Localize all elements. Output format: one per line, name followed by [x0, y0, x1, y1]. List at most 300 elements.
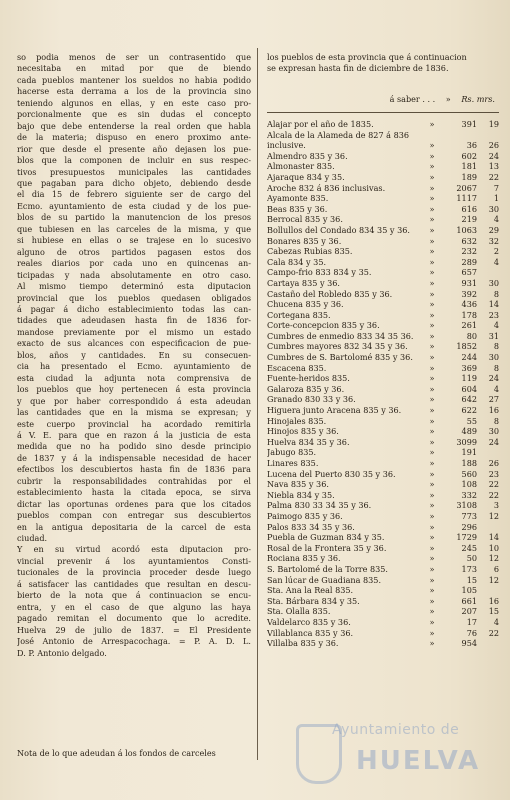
row-rs: 296 — [461, 521, 477, 532]
row-mrs: 23 — [488, 309, 499, 320]
row-mrs: 26 — [488, 458, 499, 468]
text-line: esta ciudad la adjunta nota comprensiva de — [17, 372, 251, 383]
row-rs: 188 — [461, 458, 477, 468]
row-rs: 661 — [461, 595, 477, 606]
table-row — [267, 299, 499, 310]
row-mrs: 6 — [493, 563, 499, 574]
row-rs: 189 — [461, 171, 477, 182]
row-name: San lúcar de Guadiana 835. — [267, 574, 382, 585]
text-line: reales diarios por cada uno en quincenas an- — [17, 258, 251, 269]
row-rs: 332 — [461, 489, 477, 500]
left-column-footer: Nota de lo que adeudan á los fondos de carceles — [17, 748, 216, 758]
row-name: Puebla de Guzman 834 y 35. — [267, 532, 385, 543]
row-rs: 207 — [461, 606, 477, 617]
row-rs: 436 — [461, 299, 477, 310]
row-q: » — [429, 299, 435, 310]
text-line: so podia menos de ser un contrasentido que — [17, 52, 251, 62]
row-name: Valdelarco 835 y 36. — [267, 616, 351, 627]
row-name: Campo-frio 833 834 y 35. — [267, 267, 372, 278]
row-q: » — [429, 489, 435, 500]
row-rs: 622 — [461, 405, 477, 416]
row-mrs: 12 — [488, 574, 499, 585]
text-line: el dia 15 de febrero siguiente ser de cargo del — [17, 189, 251, 200]
column-divider — [257, 48, 258, 760]
text-line: Huelva 29 de julio de 1837. = El Presidente — [17, 624, 251, 635]
table-row — [267, 469, 499, 480]
row-rs: 642 — [461, 394, 477, 405]
row-rs: 50 — [466, 553, 477, 564]
row-name: Cumbres de S. Bartolomé 835 y 36. — [267, 352, 413, 363]
saber-label: á saber . . . — [389, 94, 436, 104]
row-name: Sta. Olalla 835. — [267, 606, 331, 617]
text-line: establecimiento hasta la citada epoca, se sirva — [17, 487, 251, 498]
row-name: Bollullos del Condado 834 35 y 36. — [267, 224, 410, 235]
row-q: » — [429, 330, 435, 341]
row-name: Cartaya 835 y 36. — [267, 277, 340, 288]
row-q: » — [429, 510, 435, 521]
row-q: » — [429, 288, 435, 299]
row-mrs: 15 — [488, 606, 499, 617]
row-name: Fuente-heridos 835. — [267, 373, 350, 384]
text-line: José Antonio de Arrespacochaga. = P. A. D. L. — [17, 636, 251, 647]
row-name: Niebla 834 y 35. — [267, 489, 335, 500]
row-rs: 632 — [461, 235, 477, 246]
row-name: Granado 830 33 y 36. — [267, 394, 356, 405]
row-rs: 261 — [461, 320, 477, 331]
currency-header: Rs. mrs. — [461, 94, 495, 104]
row-rs: 108 — [461, 479, 477, 490]
row-name: Palos 833 34 35 y 36. — [267, 521, 355, 532]
text-line: de 1837 y á la indispensable necesidad de hacer — [17, 452, 251, 463]
table-row — [267, 236, 499, 247]
row-mrs: 29 — [488, 224, 499, 235]
text-line: Y en su virtud acordó esta diputacion pro- — [17, 544, 251, 555]
row-rs: 55 — [466, 415, 477, 426]
row-q: » — [429, 214, 435, 225]
table-row — [267, 151, 499, 162]
text-line: tidades que adeudasen hasta fin de 1836 for- — [17, 315, 251, 326]
row-name: Bonares 835 y 36. — [267, 235, 342, 246]
row-rs: 1852 — [456, 341, 477, 352]
row-q: » — [429, 373, 435, 384]
row-rs: 191 — [461, 447, 477, 458]
table-row — [267, 416, 499, 427]
row-name: Cabezas Rubias 835. — [267, 246, 353, 257]
row-mrs: 26 — [488, 140, 499, 151]
text-line: ciudad. — [17, 533, 48, 544]
row-rs: 80 — [466, 330, 477, 341]
text-line: pagado remitan el documento que lo acredite. — [17, 613, 251, 624]
table-row — [267, 161, 499, 172]
left-column-text — [17, 52, 251, 659]
table-row — [267, 479, 499, 490]
table-row — [267, 341, 499, 352]
row-name: Lucena del Puerto 830 35 y 36. — [267, 468, 396, 479]
row-mrs: 22 — [488, 627, 499, 638]
table-row — [267, 532, 499, 543]
table-row — [267, 373, 499, 384]
table-row — [267, 204, 499, 215]
text-line: efectibos los descubiertos hasta fin de 1836 para — [17, 464, 251, 475]
table-row — [267, 183, 499, 194]
table-row — [267, 405, 499, 416]
row-rs: 178 — [461, 309, 477, 320]
row-mrs: 22 — [488, 489, 499, 500]
table-row — [267, 130, 499, 151]
watermark-line-2: HUELVA — [356, 746, 481, 776]
text-line: alguno de otros partidos pagasen estos dos — [17, 246, 251, 257]
text-line: teniendo algunos en ellas, y en este caso pro- — [17, 97, 251, 108]
row-mrs: 24 — [488, 150, 499, 161]
row-q: » — [429, 267, 435, 278]
row-name: Sta. Ana la Real 835. — [267, 585, 354, 596]
row-rs: 76 — [466, 627, 477, 638]
text-line: este cuerpo provincial ha acordado remitirla — [17, 418, 251, 429]
table-row — [267, 331, 499, 342]
text-line: blos que la componen de incluir en sus respec- — [17, 155, 251, 166]
text-line: cia ha presentado el Ecmo. ayuntamiento de — [17, 361, 251, 372]
row-rs: 1729 — [456, 532, 477, 543]
row-q: » — [429, 606, 435, 617]
row-rs: 2067 — [456, 182, 477, 193]
row-name: Galaroza 835 y 36. — [267, 383, 345, 394]
row-rs: 773 — [461, 510, 477, 521]
row-mrs: 8 — [493, 288, 499, 299]
row-mrs: 12 — [488, 553, 499, 564]
row-mrs: 13 — [488, 161, 499, 172]
row-q: » — [429, 150, 435, 161]
table-row — [267, 352, 499, 363]
row-mrs: 19 — [488, 119, 499, 129]
row-rs: 391 — [461, 119, 477, 129]
row-q: » — [429, 119, 435, 129]
text-line: rior que desde el presente año dejasen los pue- — [17, 143, 251, 154]
table-row — [267, 119, 499, 130]
table-row — [267, 606, 499, 617]
text-line: porcionalmente que es sin dudas el concepto — [17, 109, 251, 120]
row-rs: 1117 — [456, 193, 477, 204]
text-line: hacerse esta derrama a los de la provincia sino — [17, 86, 251, 97]
row-name: Cala 834 y 35. — [267, 256, 327, 267]
row-q: » — [429, 595, 435, 606]
row-mrs: 30 — [488, 277, 499, 288]
watermark-line-1: Ayuntamiento de — [332, 722, 460, 738]
row-rs: 105 — [461, 585, 477, 596]
row-rs: 604 — [461, 383, 477, 394]
row-rs: 931 — [461, 277, 477, 288]
row-name: Castaño del Robledo 835 y 36. — [267, 288, 393, 299]
row-q: » — [429, 140, 435, 151]
row-name: Chucena 835 y 36. — [267, 299, 344, 310]
row-name: Rociana 835 y 36. — [267, 553, 341, 564]
row-q: » — [429, 553, 435, 564]
text-line: á V. E. para que en razon á la justicia de esta — [17, 429, 251, 440]
row-q: » — [429, 585, 435, 596]
row-mrs: 4 — [493, 320, 499, 331]
row-rs: 369 — [461, 362, 477, 373]
row-name: Corte-concepcion 835 y 36. — [267, 320, 380, 331]
row-q: » — [429, 638, 435, 649]
text-line: Al mismo tiempo determinó esta diputacion — [17, 281, 251, 292]
row-name: Hinojales 835. — [267, 415, 327, 426]
row-rs: 602 — [461, 150, 477, 161]
row-rs: 289 — [461, 256, 477, 267]
row-q: » — [429, 341, 435, 352]
table-row — [267, 278, 499, 289]
row-name: Alajar por el año de 1835. — [267, 119, 374, 129]
row-mrs: 4 — [493, 214, 499, 225]
row-q: » — [429, 224, 435, 235]
row-mrs: 32 — [488, 235, 499, 246]
table-row — [267, 225, 499, 236]
row-name: Hinojos 835 y 36. — [267, 426, 339, 437]
row-name: Berrocal 835 y 36. — [267, 214, 343, 225]
row-name: Alcala de la Alameda de 827 á 836 inclusive. — [267, 129, 410, 151]
text-line: bierto de la nota que á continuacion se encu- — [17, 590, 251, 601]
table-row — [267, 320, 499, 331]
text-line: cada pueblos mantener los sueldos no habia podido — [17, 74, 251, 85]
row-rs: 954 — [461, 638, 477, 649]
text-line: blos de su partido la manutencion de los presos — [17, 212, 251, 223]
text-line: que pagaban para dicho objeto, debiendo desde — [17, 177, 251, 188]
row-q: » — [429, 532, 435, 543]
row-mrs: 30 — [488, 203, 499, 214]
row-name: Cortegana 835. — [267, 309, 331, 320]
row-q: » — [429, 500, 435, 511]
row-name: Palma 830 33 34 35 y 36. — [267, 500, 372, 511]
row-rs: 219 — [461, 214, 477, 225]
table-row — [267, 447, 499, 458]
row-q: » — [429, 383, 435, 394]
right-header-line-2: se expresan hasta fin de diciembre de 1836. — [267, 63, 449, 73]
row-mrs: 30 — [488, 426, 499, 437]
row-rs: 36 — [466, 140, 477, 151]
debt-table — [267, 119, 499, 649]
row-rs: 616 — [461, 203, 477, 214]
row-name: Aroche 832 á 836 inclusivas. — [267, 182, 386, 193]
row-name: S. Bartolomé de la Torre 835. — [267, 563, 388, 574]
text-line: los pueblos que hoy pertenecen á esta provincia — [17, 384, 251, 395]
table-row — [267, 363, 499, 374]
row-mrs: 31 — [488, 330, 499, 341]
row-q: » — [429, 362, 435, 373]
saber-quote: » — [445, 94, 451, 104]
text-line: á satisfacer las cantidades que resultan en descu- — [17, 578, 251, 589]
row-q: » — [429, 436, 435, 447]
row-mrs: 2 — [493, 246, 499, 257]
text-line: á pagar á dicho establecimiento todas las can- — [17, 303, 251, 314]
row-mrs: 10 — [488, 542, 499, 553]
row-rs: 1063 — [456, 224, 477, 235]
row-name: Huelva 834 35 y 36. — [267, 436, 350, 447]
table-row — [267, 564, 499, 575]
right-column — [267, 52, 499, 649]
row-mrs: 7 — [493, 182, 499, 193]
row-rs: 181 — [461, 161, 477, 172]
row-name: Beas 835 y 36. — [267, 203, 328, 214]
text-line: si hubiese en ellas o se trajese en lo sucesivo — [17, 235, 251, 246]
text-line: Ecmo. ayuntamiento de esta ciudad y de los pue- — [17, 200, 251, 211]
table-row — [267, 172, 499, 183]
row-q: » — [429, 458, 435, 468]
table-row — [267, 289, 499, 300]
row-name: Nava 835 y 36. — [267, 479, 329, 490]
row-name: Sta. Bárbara 834 y 35. — [267, 595, 360, 606]
text-line: D. P. Antonio delgado. — [17, 647, 107, 658]
row-mrs: 23 — [488, 468, 499, 479]
row-rs: 15 — [466, 574, 477, 585]
row-rs: 392 — [461, 288, 477, 299]
row-q: » — [429, 468, 435, 479]
row-q: » — [429, 627, 435, 638]
row-q: » — [429, 309, 435, 320]
row-name: Almonaster 835. — [267, 161, 335, 172]
row-mrs: 8 — [493, 362, 499, 373]
table-row — [267, 193, 499, 204]
text-line: entra, y en el caso de que alguno las haya — [17, 601, 251, 612]
row-mrs: 22 — [488, 171, 499, 182]
text-line: pueblos compan con entregar sus descubiertos — [17, 510, 251, 521]
row-rs: 560 — [461, 468, 477, 479]
table-row — [267, 617, 499, 628]
text-line: medida que no ha podido sino desde principio — [17, 441, 251, 452]
row-q: » — [429, 394, 435, 405]
row-rs: 244 — [461, 352, 477, 363]
text-line: que tubiesen en las carceles de la misma, y que — [17, 223, 251, 234]
row-q: » — [429, 426, 435, 437]
text-line: las cantidades que en la misma se expresan; y — [17, 407, 251, 418]
row-q: » — [429, 256, 435, 267]
table-row — [267, 628, 499, 639]
row-mrs: 8 — [493, 341, 499, 352]
text-line: y que por haber correspondido á esta adeudan — [17, 395, 251, 406]
row-mrs: 14 — [488, 532, 499, 543]
table-row — [267, 310, 499, 321]
text-line: necesitaba en mitad por que de biendo — [17, 63, 251, 74]
text-line: cubrir la responsabilidades contrahidas por el — [17, 475, 251, 486]
text-line: vincial prevenir á los ayuntamientos Consti- — [17, 555, 251, 566]
row-q: » — [429, 616, 435, 627]
row-rs: 173 — [461, 563, 477, 574]
text-line: dictar las oportunas ordenes para que los citados — [17, 498, 251, 509]
table-row — [267, 585, 499, 596]
row-rs: 232 — [461, 246, 477, 257]
row-name: Villalba 835 y 36. — [267, 638, 339, 649]
table-row — [267, 522, 499, 533]
table-row — [267, 394, 499, 405]
text-line: blos, años y cantidades. En su consecuen- — [17, 349, 251, 360]
table-row — [267, 553, 499, 564]
row-mrs: 4 — [493, 616, 499, 627]
row-q: » — [429, 277, 435, 288]
table-row — [267, 214, 499, 225]
text-line: de la materia; dispuso en enero proximo ante- — [17, 132, 251, 143]
table-row — [267, 257, 499, 268]
row-mrs: 3 — [493, 500, 499, 511]
table-row — [267, 458, 499, 469]
table-row — [267, 437, 499, 448]
row-name: Paimogo 835 y 36. — [267, 510, 343, 521]
row-q: » — [429, 521, 435, 532]
row-mrs: 4 — [493, 383, 499, 394]
text-line: provincial que los pueblos quedasen obligados — [17, 292, 251, 303]
row-mrs: 24 — [488, 436, 499, 447]
row-mrs: 4 — [493, 256, 499, 267]
row-rs: 3108 — [456, 500, 477, 511]
row-rs: 657 — [461, 267, 477, 278]
saber-line — [267, 94, 499, 104]
table-rule — [267, 112, 499, 113]
row-q: » — [429, 320, 435, 331]
text-line: mandose previamente por el mismo un estado — [17, 326, 251, 337]
row-mrs: 8 — [493, 415, 499, 426]
table-row — [267, 543, 499, 554]
table-row — [267, 500, 499, 511]
row-name: Ayamonte 835. — [267, 193, 329, 204]
table-row — [267, 638, 499, 649]
text-line: bajo que debe entenderse la real orden que habla — [17, 120, 251, 131]
table-row — [267, 267, 499, 278]
row-mrs: 27 — [488, 394, 499, 405]
row-name: Cumbres de enmedio 833 34 35 36. — [267, 330, 414, 341]
row-name: Linares 835. — [267, 458, 319, 468]
row-mrs: 22 — [488, 479, 499, 490]
row-mrs: 16 — [488, 405, 499, 416]
text-line: tivos presupuestos municipales las cantidades — [17, 166, 251, 177]
row-q: » — [429, 563, 435, 574]
row-mrs: 30 — [488, 352, 499, 363]
row-name: Ajaraque 834 y 35. — [267, 171, 345, 182]
row-q: » — [429, 352, 435, 363]
row-q: » — [429, 447, 435, 458]
table-row — [267, 511, 499, 522]
row-q: » — [429, 182, 435, 193]
row-q: » — [429, 235, 435, 246]
row-rs: 245 — [461, 542, 477, 553]
table-row — [267, 596, 499, 607]
row-q: » — [429, 171, 435, 182]
row-mrs: 12 — [488, 510, 499, 521]
row-name: Villablanca 835 y 36. — [267, 627, 354, 638]
row-q: » — [429, 203, 435, 214]
text-line: ticipadas y nada absolutamente en otro caso. — [17, 269, 251, 280]
row-q: » — [429, 161, 435, 172]
row-q: » — [429, 246, 435, 257]
table-row — [267, 490, 499, 501]
row-q: » — [429, 479, 435, 490]
table-row — [267, 384, 499, 395]
watermark — [296, 718, 506, 788]
row-rs: 489 — [461, 426, 477, 437]
row-name: Higuera junto Aracena 835 y 36. — [267, 405, 402, 416]
row-q: » — [429, 193, 435, 204]
row-name: Escacena 835. — [267, 362, 327, 373]
row-q: » — [429, 542, 435, 553]
text-line: exacto de sus alcances con especificacion de pue- — [17, 338, 251, 349]
text-line: en la antigua depositaria de la carcel de esta — [17, 521, 251, 532]
table-row — [267, 246, 499, 257]
row-q: » — [429, 415, 435, 426]
row-name: Jabugo 835. — [267, 447, 317, 458]
row-name: Rosal de la Frontera 35 y 36. — [267, 542, 387, 553]
row-q: » — [429, 405, 435, 416]
row-mrs: 1 — [493, 193, 499, 204]
row-mrs: 14 — [488, 299, 499, 310]
text-line: tucionales de la provincia proceder desde luego — [17, 567, 251, 578]
row-name: Almendro 835 y 36. — [267, 150, 348, 161]
row-mrs: 16 — [488, 595, 499, 606]
row-mrs: 24 — [488, 373, 499, 384]
